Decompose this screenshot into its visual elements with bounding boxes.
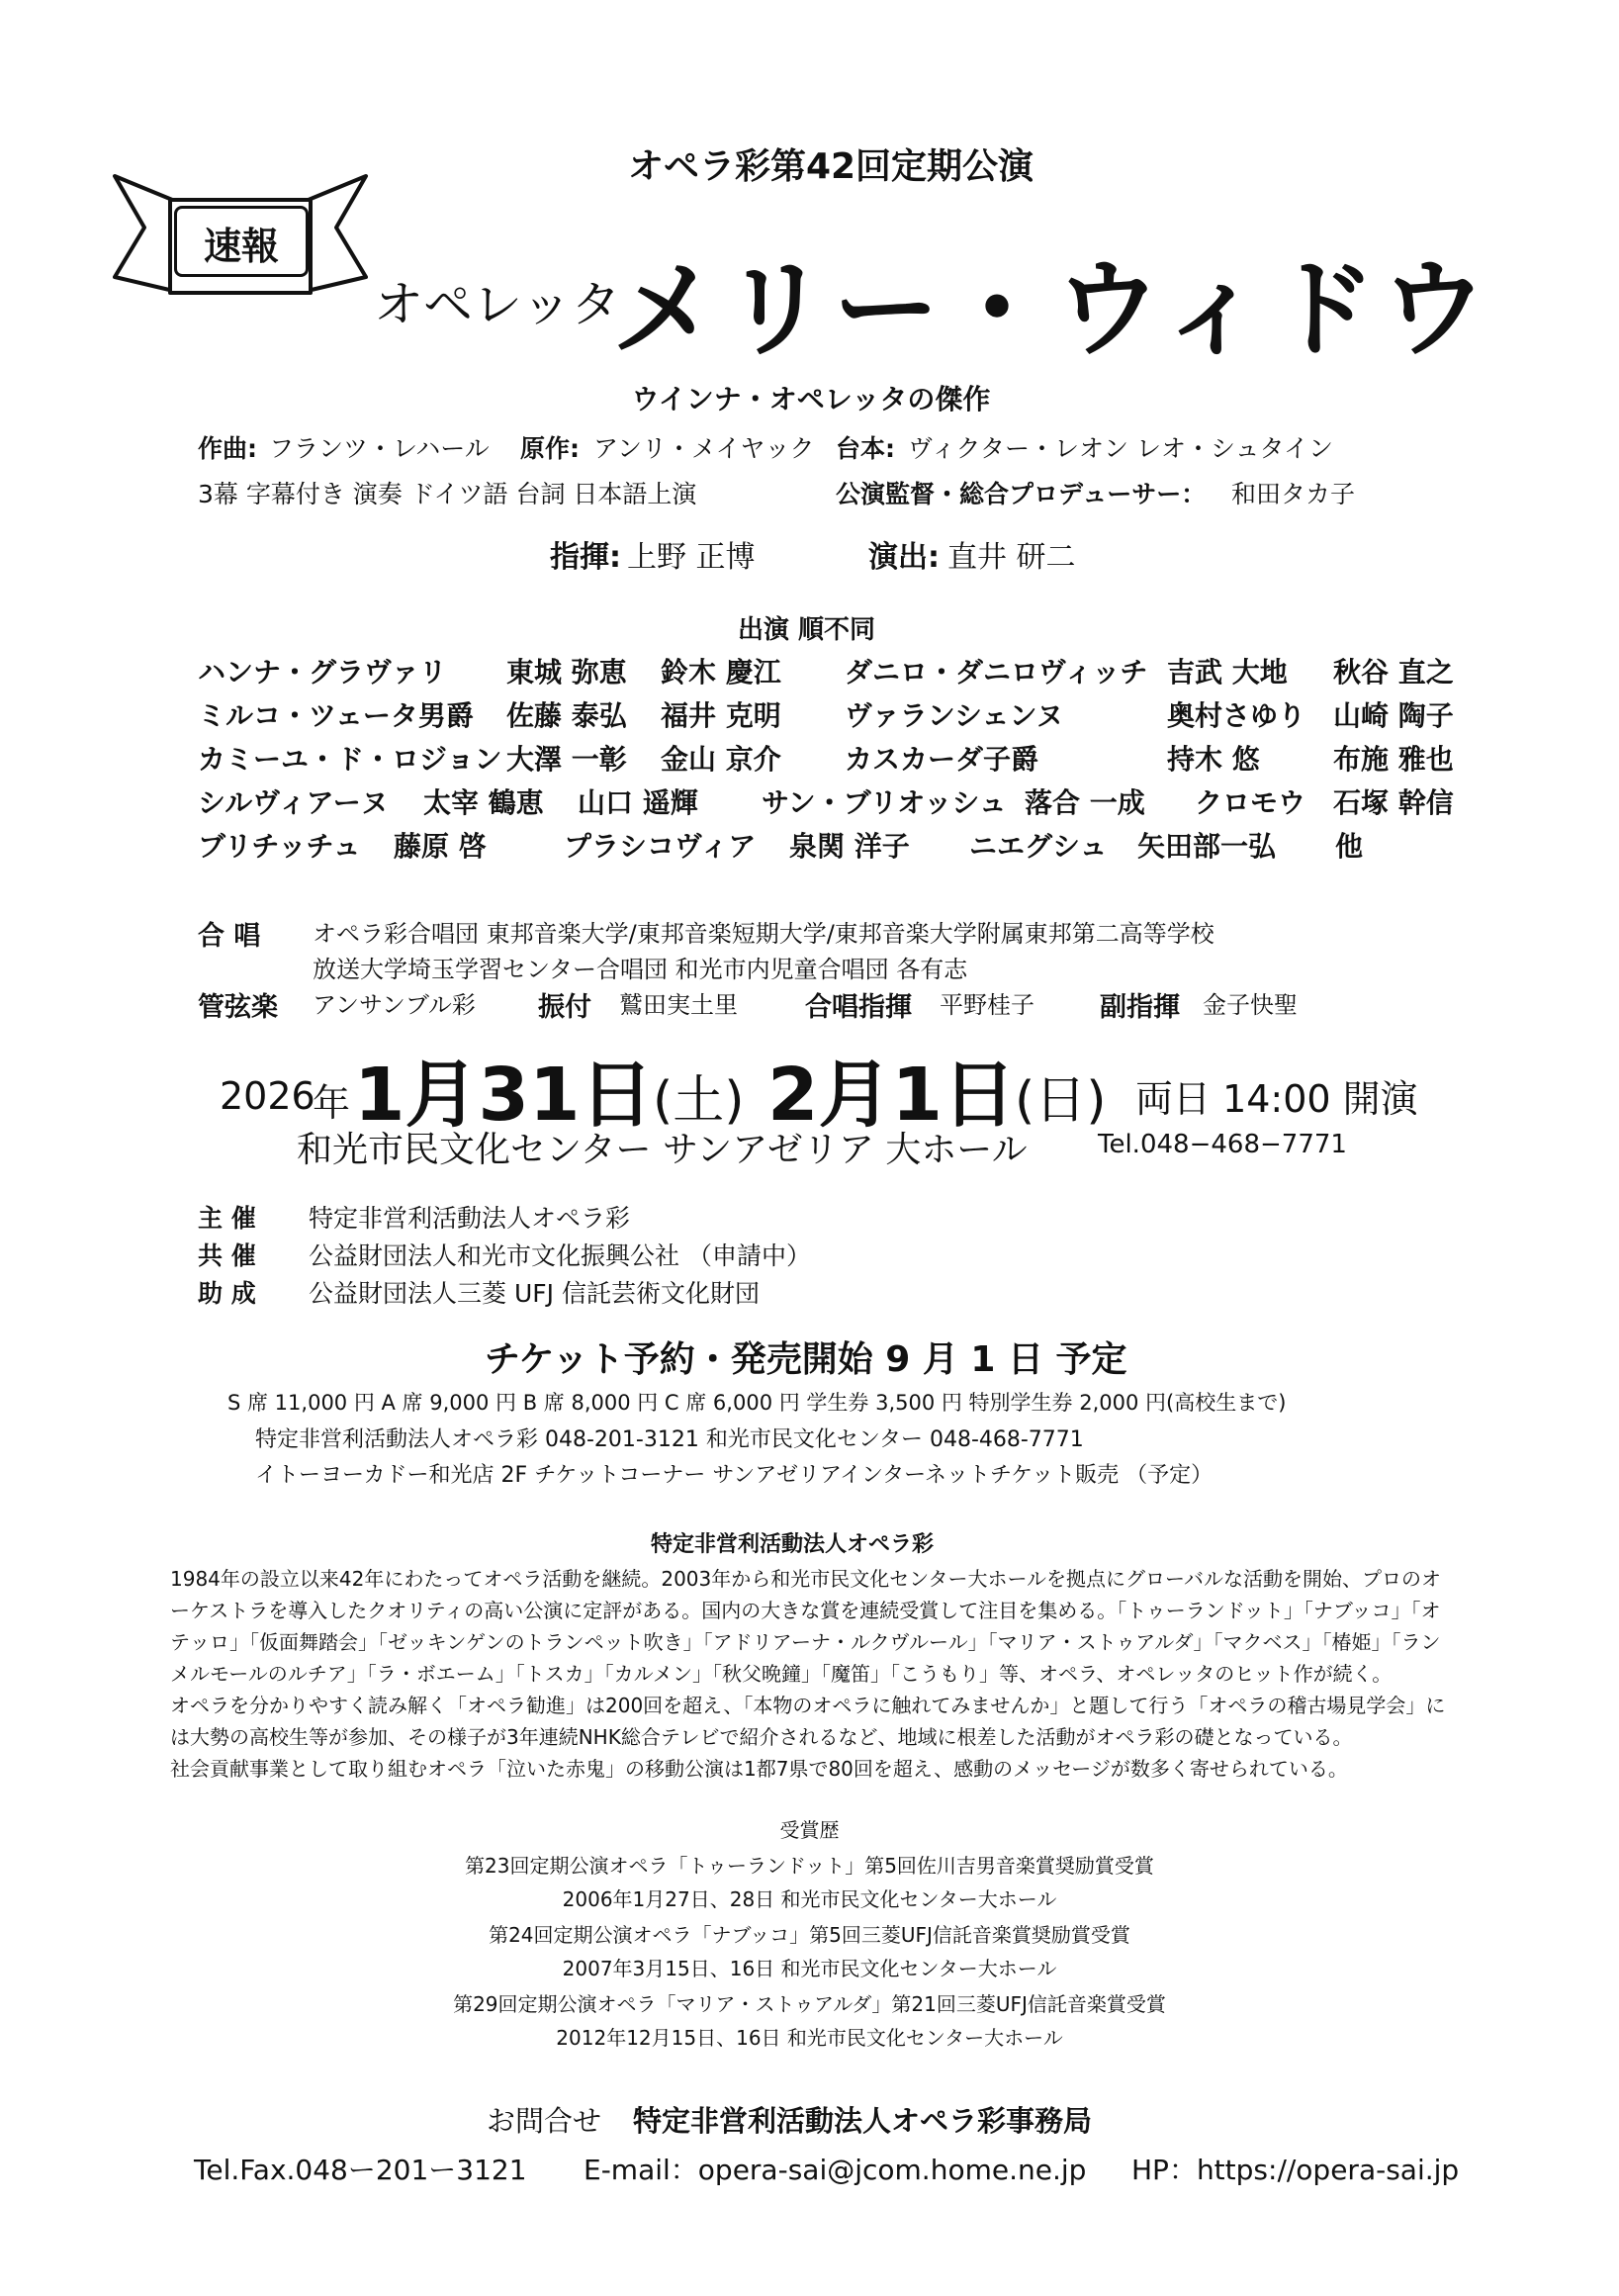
cast-cell: カスカーダ子爵: [845, 743, 1039, 776]
cast-cell: 福井 克明: [661, 699, 781, 732]
cast-heading: 出演 順不同: [738, 615, 876, 645]
cast-cell: 鈴木 慶江: [661, 656, 781, 689]
cast-cell: プラシコヴィア: [564, 830, 757, 863]
organizer-label: 主 催: [198, 1204, 256, 1233]
weekday-2: (日): [1015, 1071, 1107, 1131]
about-paragraph: オペラを分かりやすく読み解く「オペラ勧進」は200回を超え、「本物のオペラに触れてみませんか」と題して行う「オペラの稽古場見学会」には大勢の高校生等が参加、その様子が3年連続NHK総合テレビで紹介されるなど、地域に根差した活動がオペラ彩の礎となっている。: [170, 1694, 1446, 1749]
cast-cell: 佐藤 泰弘: [506, 699, 627, 732]
venue: 和光市民文化センター サンアゼリア 大ホール: [297, 1130, 1028, 1170]
chorus-line-1: オペラ彩合唱団 東邦音楽大学/東邦音楽短期大学/東邦音楽大学附属東邦第二高等学校: [313, 920, 1214, 948]
year: 2026: [220, 1074, 315, 1118]
award-line: 2012年12月15日、16日 和光市民文化センター大ホール: [556, 2026, 1063, 2050]
grant-value: 公益財団法人三菱 UFJ 信託芸術文化財団: [309, 1279, 760, 1308]
original-label: 原作:: [520, 434, 580, 463]
cast-cell: 大澤 一彰: [506, 743, 627, 776]
cosponsor-label: 共 催: [198, 1241, 256, 1270]
cast-cell: 布施 雅也: [1333, 743, 1454, 776]
cast-cell: ニエグシュ: [969, 830, 1108, 863]
contact-tel: Tel.Fax.048ー201ー3121: [194, 2154, 527, 2186]
cast-cell: ハンナ・グラヴァリ: [198, 656, 447, 689]
about-body: [170, 1563, 1456, 1785]
about-heading: 特定非営利活動法人オペラ彩: [651, 1532, 935, 1557]
contact-email: E-mail：opera-sai@jcom.home.ne.jp: [584, 2154, 1087, 2186]
cast-cell: 太宰 鶴恵: [423, 786, 544, 819]
conductor-label: 指揮:: [550, 540, 621, 575]
conductor-name: 上野 正博: [627, 540, 756, 575]
grant-label: 助 成: [198, 1279, 256, 1308]
director-name: 直井 研二: [947, 540, 1076, 575]
cast-cell: 他: [1335, 830, 1364, 863]
cast-cell: 藤原 啓: [394, 830, 487, 863]
producer-label: 公演監督・総合プロデューサー：: [836, 480, 1207, 508]
contact-homepage: HP：https://opera-sai.jp: [1131, 2154, 1460, 2186]
ticket-outlets: イトーヨーカドー和光店 2F チケットコーナー サンアゼリアインターネットチケット販売 （予定）: [255, 1463, 1214, 1488]
director-label: 演出:: [868, 540, 940, 575]
organizer-value: 特定非営利活動法人オペラ彩: [309, 1204, 631, 1233]
contact-org: 特定非営利活動法人オペラ彩事務局: [633, 2104, 1093, 2138]
cast-cell: 矢田部一弘: [1137, 830, 1277, 863]
cast-cell: 落合 一成: [1025, 786, 1145, 819]
award-line: 第29回定期公演オペラ「マリア・ストゥアルダ」第21回三菱UFJ信託音楽賞受賞: [453, 1992, 1166, 2016]
performance-format: 3幕 字幕付き 演奏 ドイツ語 台詞 日本語上演: [198, 480, 697, 508]
cosponsor-value: 公益財団法人和光市文化振興公社 （申請中）: [309, 1241, 811, 1270]
year-unit: 年: [313, 1081, 351, 1125]
cast-cell: 東城 弥恵: [506, 656, 627, 689]
awards-heading: 受賞歴: [779, 1818, 840, 1842]
about-paragraph: 1984年の設立以来42年にわたってオペラ活動を継続。2003年から和光市民文化センター大ホールを拠点にグローバルな活動を開始、プロのオーケストラを導入したクオリティの高い公演に定評がある。国内の大きな賞を連続受賞して注目を集める。「トゥーランドット」「ナブッコ」「オテッロ」「仮面舞踏会」「ゼッキンゲンのトランペット吹き」「アドリアーナ・ルクヴルール」「マリア・ストゥアルダ」「マクベス」「椿姫」「ランメルモールのルチア」「ラ・ボエーム」「トスカ」「カルメン」「秋父晩鐘」「魔笛」「こうもり」等、オペラ、オペレッタのヒット作が続く。: [170, 1567, 1442, 1686]
start-time: 両日 14:00 開演: [1135, 1077, 1418, 1121]
orchestra-label: 管弦楽: [198, 992, 278, 1023]
venue-tel: Tel.048−468−7771: [1098, 1130, 1347, 1159]
chorus-line-2: 放送大学埼玉学習センター合唱団 和光市内児童合唱団 各有志: [313, 956, 968, 983]
chorus-label: 合 唱: [198, 921, 261, 952]
genre-label: オペレッタ: [374, 276, 621, 333]
page-title: メリー・ウィドウ: [611, 247, 1491, 372]
date-day-2: 2月1日: [767, 1053, 1016, 1138]
cast-cell: 奥村さゆり: [1167, 699, 1306, 732]
cast-cell: サン・ブリオッシュ: [762, 786, 1007, 819]
libretto-name: ヴィクター・レオン レオ・シュタイン: [908, 434, 1333, 463]
choreography-name: 鷲田実土里: [619, 991, 738, 1019]
award-line: 第24回定期公演オペラ「ナブッコ」第5回三菱UFJ信託音楽賞奨励賞受賞: [489, 1923, 1130, 1947]
cast-cell: 山崎 陶子: [1333, 699, 1454, 732]
cast-cell: 金山 京介: [661, 743, 781, 776]
cast-cell: 泉関 洋子: [789, 830, 910, 863]
choreography-label: 振付: [538, 992, 591, 1023]
cast-cell: 持木 悠: [1167, 743, 1260, 776]
chorus-master-label: 合唱指揮: [805, 992, 912, 1023]
cast-cell: ヴァランシェンヌ: [845, 699, 1064, 732]
cast-cell: 吉武 大地: [1167, 656, 1288, 689]
cast-cell: クロモウ: [1195, 786, 1306, 819]
cast-cell: 秋谷 直之: [1333, 656, 1454, 689]
badge-label: 速報: [203, 225, 279, 268]
cast-cell: ブリチッチュ: [198, 830, 361, 863]
cast-cell: カミーユ・ド・ロジョン: [198, 743, 502, 776]
award-line: 2007年3月15日、16日 和光市民文化センター大ホール: [562, 1957, 1057, 1980]
contact-prefix: お問合せ: [487, 2104, 602, 2138]
cast-cell: 山口 遥輝: [578, 786, 698, 819]
ticket-heading: チケット予約・発売開始 9 月 1 日 予定: [485, 1339, 1127, 1380]
composer-name: フランツ・レハール: [269, 434, 490, 463]
cast-cell: ミルコ・ツェータ男爵: [198, 699, 474, 732]
original-name: アンリ・メイヤック: [593, 434, 815, 463]
producer-name: 和田タカ子: [1231, 480, 1356, 508]
libretto-label: 台本:: [836, 434, 895, 463]
composer-label: 作曲:: [198, 434, 257, 463]
ticket-prices: S 席 11,000 円 A 席 9,000 円 B 席 8,000 円 C 席 6,000 円 学生券 3,500 円 特別学生券 2,000 円(高校生まで): [227, 1391, 1287, 1415]
date-day-1: 1月31日: [354, 1053, 654, 1138]
subtitle: ウインナ・オペレッタの傑作: [631, 383, 991, 415]
chorus-master-name: 平野桂子: [940, 991, 1034, 1019]
cast-cell: 石塚 幹信: [1333, 786, 1454, 819]
assistant-conductor-label: 副指揮: [1100, 992, 1180, 1023]
cast-cell: ダニロ・ダニロヴィッチ: [845, 656, 1148, 689]
award-line: 第23回定期公演オペラ「トゥーランドット」第5回佐川吉男音楽賞奨励賞受賞: [465, 1854, 1154, 1878]
assistant-conductor-name: 金子快聖: [1203, 991, 1298, 1019]
series-title: オペラ彩第42回定期公演: [627, 146, 1034, 187]
cast-cell: シルヴィアーヌ: [198, 786, 389, 819]
weekday-1: (土): [653, 1071, 745, 1131]
orchestra-name: アンサンブル彩: [313, 991, 476, 1019]
about-paragraph: 社会貢献事業として取り組むオペラ「泣いた赤鬼」の移動公演は1都7県で80回を超え、感動のメッセージが数多く寄せられている。: [170, 1757, 1348, 1781]
award-line: 2006年1月27日、28日 和光市民文化センター大ホール: [562, 1887, 1057, 1911]
ticket-contacts: 特定非営利活動法人オペラ彩 048-201-3121 和光市民文化センター 048-468-7771: [255, 1427, 1084, 1452]
